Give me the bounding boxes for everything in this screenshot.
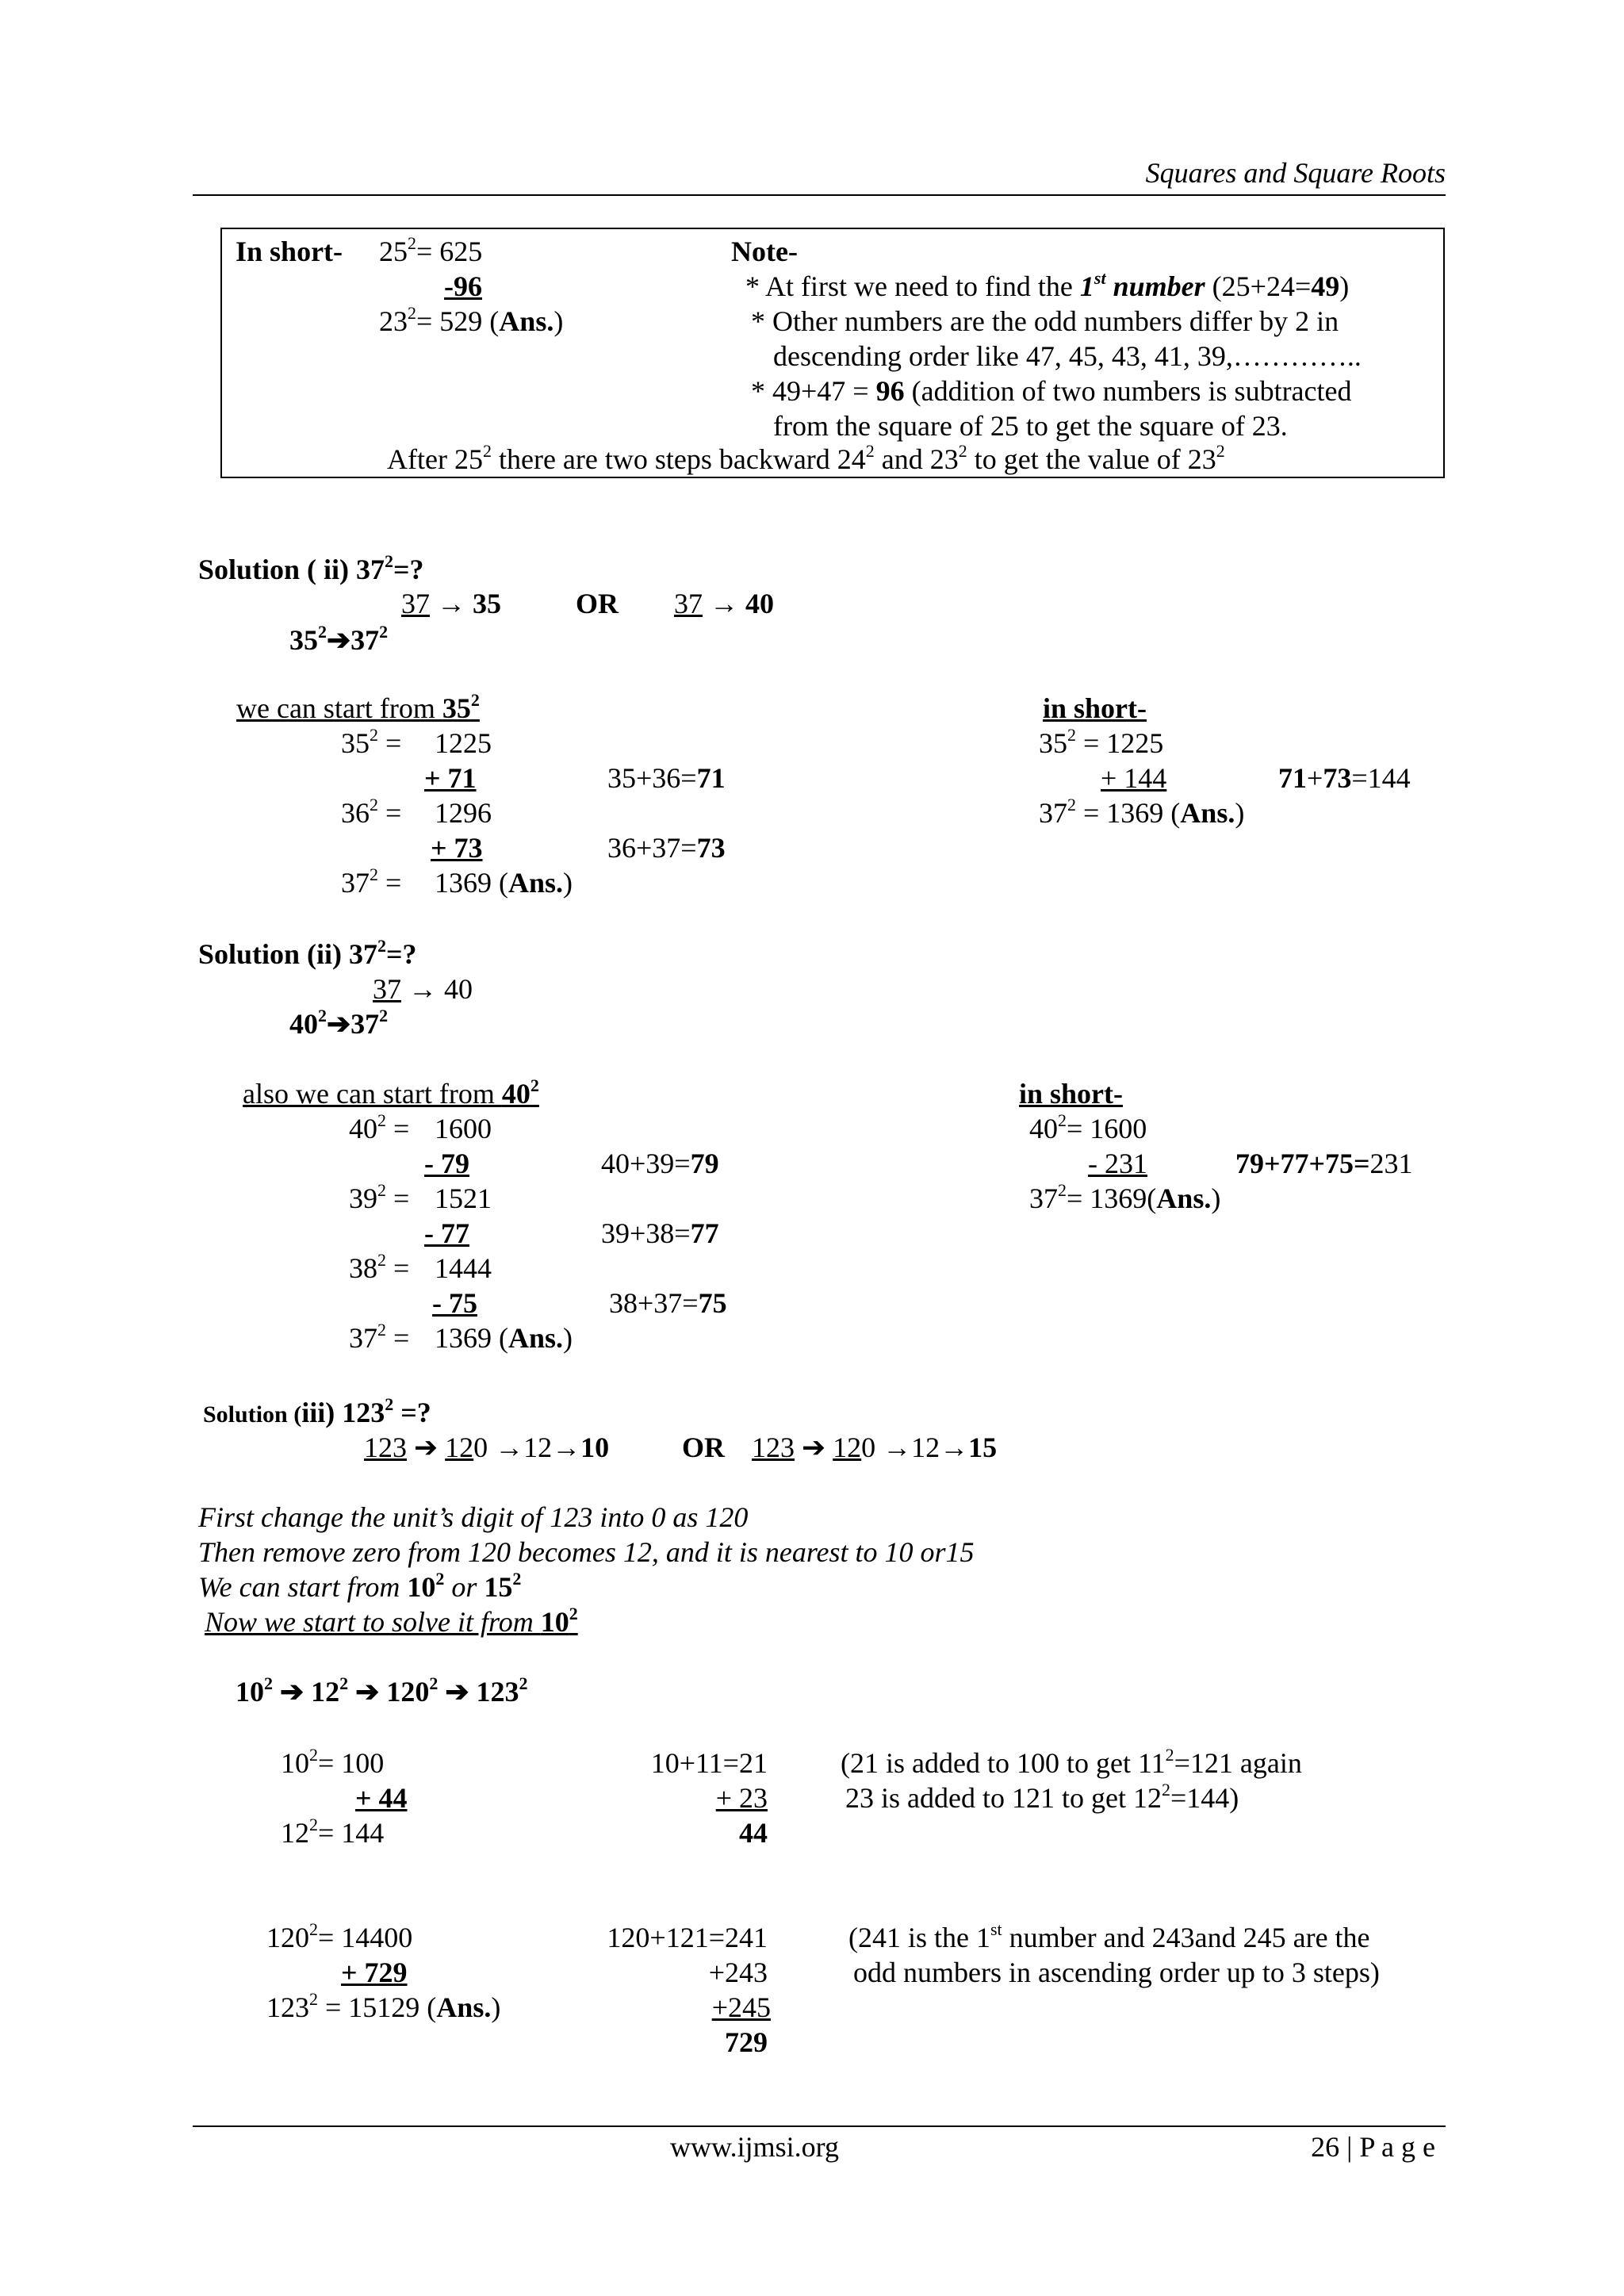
ii-b-val-1444: 1444	[435, 1252, 492, 1284]
ii-a-short-2-op: + 144	[1101, 762, 1167, 794]
header-rule	[193, 194, 1446, 196]
footer-page-number: 26 | P a g e	[1311, 2131, 1435, 2163]
ii-b-val-1521: 1521	[435, 1182, 492, 1214]
ii-a-op-73: + 73	[431, 832, 483, 864]
box-line-1: $25^2= 625$	[379, 233, 483, 267]
ii-a-short-2-note: 71+73=144	[1278, 762, 1411, 794]
iii-explain-1: (21 is added to 100 to get $11^2=121$ again	[841, 1745, 1302, 1779]
iii-sum-total: 729	[725, 2026, 768, 2058]
ii-b-row-38: $38^2$ =	[349, 1250, 410, 1284]
ii-b-note-77: 39+38=77	[601, 1217, 719, 1249]
footer-site: www.ijmsi.org	[670, 2131, 840, 2163]
ii-a-short-1: $35^2 = 1225$	[1039, 725, 1164, 759]
ii-a-val-1296: 1296	[435, 797, 492, 829]
iii-diff-1: 10+11=21	[650, 1747, 768, 1779]
iii-instruction-4: Now we start to solve it from $10^2$	[205, 1604, 578, 1638]
solution-iii-map2: 123 ➔ 120 →12→15	[752, 1432, 998, 1463]
box-line-3: $23^2= 529$ (Ans.)	[379, 303, 564, 337]
iii-explain-2: 23 is added to 121 to get $12^2=144$)	[845, 1780, 1239, 1814]
note-item-2b: descending order like 47, 45, 43, 41, 39,…………..	[773, 340, 1362, 372]
iii-calc-123sq: $123^2 = 15129$ (Ans.)	[266, 1989, 501, 2023]
footer-rule	[193, 2125, 1446, 2127]
ii-a-val-1225: 1225	[435, 727, 492, 759]
solution-ii-a-map1: 37 → 35	[401, 588, 501, 619]
ii-b-op-75: - 75	[432, 1287, 477, 1319]
iii-explain-3: (241 is the 1st number and 243and 245 are the	[848, 1919, 1370, 1953]
ii-a-short-3: $37^2 = 1369$ (Ans.)	[1039, 795, 1245, 829]
solution-ii-a-start: we can start from $35^2$	[236, 690, 480, 724]
solution-ii-b-chain: $40^2➔37^2$	[289, 1006, 389, 1040]
ii-b-val-1369: 1369 (Ans.)	[435, 1322, 573, 1354]
iii-calc-120sq: $120^2= 14400$	[266, 1919, 413, 1953]
iii-sum-3: +245	[711, 1991, 771, 2023]
iii-explain-4: odd numbers in ascending order up to 3 steps)	[853, 1957, 1380, 1988]
note-label: Note-	[731, 236, 798, 267]
ii-b-short-label: in short-	[1019, 1078, 1124, 1110]
ii-b-op-79: - 79	[424, 1148, 469, 1179]
ii-b-short-3: $37^2= 1369(Ans.)$	[1029, 1180, 1221, 1214]
box-subtract: -96	[444, 270, 482, 302]
ii-a-note-73: 36+37=73	[607, 832, 726, 864]
iii-sum-1: 120+121=241	[607, 1922, 768, 1953]
note-item-3b: from the square of 25 to get the square of 23.	[773, 410, 1288, 442]
ii-a-row-36: $36^2$ =	[341, 795, 402, 829]
ii-b-row-40: $40^2$ =	[349, 1110, 410, 1144]
solution-ii-a-or: OR	[576, 588, 619, 619]
iii-calc-12sq: $12^2= 144$	[281, 1815, 385, 1849]
ii-a-row-37: $37^2$ =	[341, 864, 402, 899]
solution-iii-title: Solution (iii) $123^2$ =?	[203, 1394, 431, 1428]
note-item-3: * 49+47 = 96 (addition of two numbers is subtracted	[751, 375, 1352, 407]
ii-b-row-37: $37^2$ =	[349, 1320, 410, 1354]
solution-ii-b-map: 37 → 40	[373, 973, 473, 1005]
box-after-line: After $25^2$ there are two steps backward $24^2$ and $23^2$ to get the value of $23^2$	[387, 441, 1225, 475]
solution-iii-map1: 123 ➔ 120 →12→10	[364, 1432, 610, 1463]
solution-ii-b-title: Solution (ii) $37^2=$?	[198, 936, 417, 970]
solution-ii-a-title: Solution ( ii) $37^2=$?	[198, 551, 424, 585]
iii-calc-op-729: + 729	[341, 1957, 408, 1988]
iii-sum-2: +243	[708, 1957, 768, 1988]
solution-ii-b-start: also we can start from $40^2$	[243, 1075, 539, 1110]
ii-a-op-71: + 71	[424, 762, 477, 794]
iii-instruction-2: Then remove zero from 120 becomes 12, and it is nearest to 10 or15	[198, 1536, 975, 1568]
ii-b-short-1: $40^2= 1600$	[1029, 1110, 1147, 1144]
iii-chain: $10^2$ ➔ $12^2$ ➔ $120^2$ ➔ $123^2$	[236, 1673, 528, 1708]
ii-b-val-1600: 1600	[435, 1113, 492, 1144]
note-item-2: * Other numbers are the odd numbers differ by 2 in	[751, 305, 1339, 337]
ii-b-op-77: - 77	[424, 1217, 469, 1249]
solution-ii-a-chain: $35^2➔37^2$	[289, 622, 389, 656]
ii-a-row-35: $35^2$ =	[341, 725, 402, 759]
ii-b-short-2-note: 79+77+75=231	[1235, 1148, 1413, 1179]
ii-b-short-2-op: - 231	[1088, 1148, 1147, 1179]
iii-instruction-3: We can start from $10^2$ or $15^2$	[198, 1569, 522, 1603]
running-title: Squares and Square Roots	[1145, 157, 1446, 189]
iii-calc-op-44: + 44	[355, 1782, 408, 1814]
solution-iii-or: OR	[682, 1432, 725, 1463]
iii-diff-total: 44	[739, 1817, 768, 1849]
ii-a-short-label: in short-	[1043, 692, 1147, 724]
iii-calc-10sq: $10^2= 100$	[281, 1745, 385, 1779]
iii-diff-2: + 23	[715, 1782, 768, 1814]
ii-b-note-75: 38+37=75	[609, 1287, 727, 1319]
ii-b-note-79: 40+39=79	[601, 1148, 719, 1179]
in-short-label: In short-	[236, 236, 343, 267]
ii-a-note-71: 35+36=71	[607, 762, 726, 794]
ii-a-val-1369: 1369 (Ans.)	[435, 867, 573, 899]
note-item-1: * At first we need to find the 1st number (25+24=49)	[745, 268, 1350, 302]
iii-instruction-1: First change the unit’s digit of 123 into 0 as 120	[198, 1501, 749, 1533]
solution-ii-a-map2: 37 → 40	[674, 588, 774, 619]
ii-b-row-39: $39^2$ =	[349, 1180, 410, 1214]
